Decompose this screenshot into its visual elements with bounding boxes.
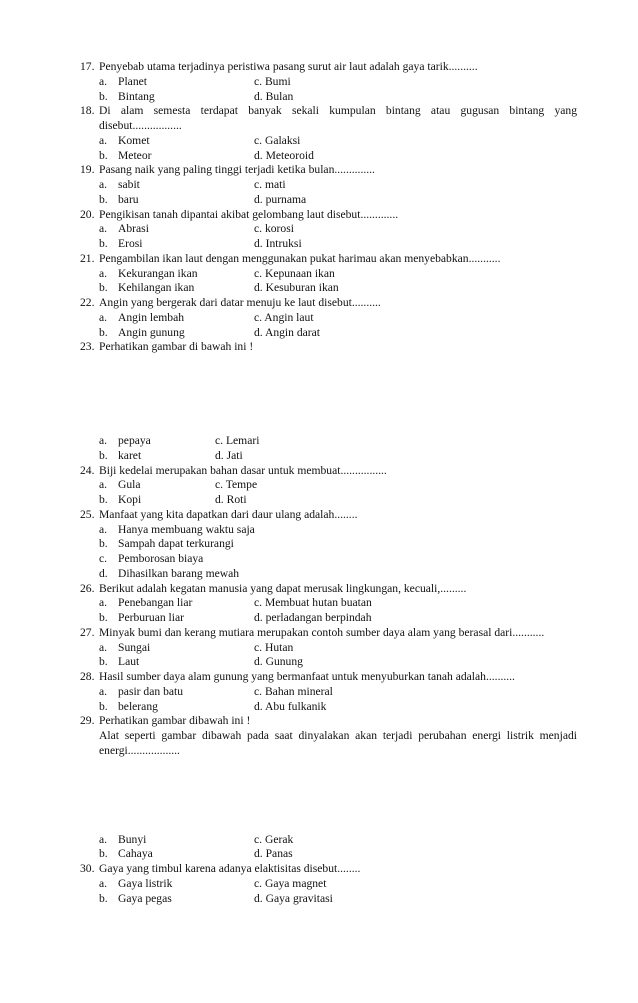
option-a: Hanya membuang waktu saja [118, 522, 255, 536]
option-letter: a. [99, 596, 108, 610]
option-c: c. Angin laut [254, 310, 314, 324]
options [99, 641, 577, 671]
option-a: sabit [118, 178, 140, 191]
question-text: Gaya yang timbul karena adanya elaktisitas disebut........ [99, 862, 361, 875]
question-subtext: Alat seperti gambar dibawah pada saat dinyalakan akan terjadi perubahan energi listrik menjadi energi.................. [99, 729, 577, 757]
option-letter: a. [99, 222, 108, 236]
option-c: c. mati [254, 178, 286, 191]
question-29 [80, 714, 577, 862]
option-letter: a. [99, 684, 108, 698]
option-row [99, 281, 577, 296]
option-row [99, 847, 577, 862]
question-24 [80, 464, 577, 508]
option-letter: a. [99, 434, 108, 447]
option-b: karet [118, 448, 142, 462]
option-row [99, 833, 577, 848]
question-number: 22. [80, 296, 95, 309]
question-21 [80, 252, 577, 296]
question-19 [80, 163, 577, 207]
question-text: Hasil sumber daya alam gunung yang bermanfaat untuk menyuburkan tanah adalah.......... [99, 670, 515, 683]
question-number: 29. [80, 714, 95, 728]
option-row [99, 222, 577, 237]
options [99, 833, 577, 863]
option-letter: a. [99, 640, 108, 654]
option-c: c. Hutan [254, 640, 294, 654]
option-letter: b. [99, 237, 108, 250]
options [99, 75, 577, 105]
option-c: c. Lemari [215, 434, 260, 447]
option-c: c. Bumi [254, 74, 291, 88]
option-row [99, 311, 577, 326]
option-a: Bunyi [118, 832, 147, 846]
option-row [99, 567, 577, 582]
options [99, 267, 577, 297]
question-27 [80, 626, 577, 670]
option-letter: b. [99, 281, 108, 295]
option-row [99, 611, 577, 626]
option-letter: b. [99, 891, 108, 905]
option-row [99, 655, 577, 670]
image-placeholder [99, 759, 577, 833]
question-text: Perhatikan gambar di bawah ini ! [99, 340, 254, 354]
option-c: c. Tempe [215, 478, 258, 492]
question-number: 21. [80, 251, 95, 265]
option-b: Bintang [118, 89, 155, 103]
question-25 [80, 508, 577, 582]
option-d: d. Bulan [254, 89, 294, 103]
option-a: Abrasi [118, 222, 149, 236]
option-row [99, 449, 577, 464]
option-letter: a. [99, 478, 108, 492]
option-letter: b. [99, 493, 108, 506]
question-text: Pengambilan ikan laut dengan menggunakan pukat harimau akan menyebabkan........... [99, 251, 501, 265]
option-a: Angin lembah [118, 310, 185, 324]
option-c: c. Kepunaan ikan [254, 266, 335, 280]
question-number: 25. [80, 507, 95, 521]
option-d: Dihasilkan barang mewah [118, 566, 240, 580]
option-row [99, 537, 577, 552]
options [99, 523, 577, 582]
option-row [99, 434, 577, 449]
option-letter: a. [99, 832, 108, 846]
option-a: Gaya listrik [118, 876, 173, 890]
question-text: Di alam semesta terdapat banyak sekali kumpulan bintang atau gugusan bintang yang disebut................. [99, 104, 577, 132]
question-number: 19. [80, 163, 95, 177]
question-28 [80, 670, 577, 714]
image-placeholder [99, 355, 577, 434]
question-22 [80, 296, 577, 340]
question-number: 23. [80, 340, 95, 354]
question-number: 20. [80, 207, 95, 221]
option-b: Erosi [118, 237, 143, 250]
option-c: c. Bahan mineral [254, 684, 333, 698]
question-text: Perhatikan gambar dibawah ini ! [99, 714, 251, 728]
option-d: d. perladangan berpindah [254, 611, 372, 624]
option-a: Planet [118, 74, 147, 88]
options [99, 877, 577, 907]
option-letter: b. [99, 325, 108, 339]
option-letter: a. [99, 522, 108, 536]
options [99, 178, 577, 208]
option-row [99, 493, 577, 508]
question-number: 18. [80, 104, 95, 118]
options [99, 685, 577, 715]
option-c: c. Gerak [254, 832, 294, 846]
option-letter: c. [99, 552, 108, 565]
option-b: Meteor [118, 148, 152, 162]
question-number: 17. [80, 60, 95, 73]
option-b: Kopi [118, 493, 142, 506]
option-d: d. Kesuburan ikan [254, 281, 339, 295]
option-letter: b. [99, 699, 108, 713]
question-20 [80, 208, 577, 252]
option-letter: b. [99, 655, 108, 669]
question-text: Minyak bumi dan kerang mutiara merupakan contoh sumber daya alam yang berasal dari........... [99, 625, 545, 639]
option-letter: a. [99, 133, 108, 147]
option-row [99, 892, 577, 907]
option-a: pasir dan batu [118, 684, 184, 698]
option-d: d. Jati [215, 448, 243, 462]
option-row [99, 877, 577, 892]
option-letter: b. [99, 89, 108, 103]
option-a: Komet [118, 133, 150, 147]
question-text: Biji kedelai merupakan bahan dasar untuk membuat................ [99, 463, 387, 477]
option-d: d. Angin darat [254, 325, 321, 339]
option-a: Kekurangan ikan [118, 266, 198, 280]
question-text: Angin yang bergerak dari datar menuju ke laut disebut.......... [99, 296, 381, 309]
option-row [99, 237, 577, 252]
option-c: c. Gaya magnet [254, 876, 327, 890]
option-row [99, 478, 577, 493]
option-letter: a. [99, 178, 108, 191]
option-d: d. purnama [254, 192, 307, 206]
option-d: d. Intruksi [254, 237, 302, 250]
option-a: Penebangan liar [118, 596, 193, 610]
options [99, 478, 577, 508]
option-b: Perburuan liar [118, 611, 184, 624]
option-letter: b. [99, 611, 108, 624]
option-b: Laut [118, 655, 140, 669]
question-number: 28. [80, 670, 95, 683]
option-b: Angin gunung [118, 325, 185, 339]
option-letter: b. [99, 847, 108, 861]
option-row [99, 178, 577, 193]
option-b: Kehilangan ikan [118, 281, 195, 295]
question-text: Pengikisan tanah dipantai akibat gelombang laut disebut............. [99, 207, 399, 221]
option-row [99, 700, 577, 715]
question-18 [80, 104, 577, 163]
question-number: 26. [80, 581, 95, 595]
question-number: 30. [80, 862, 95, 875]
question-list [80, 60, 577, 906]
option-letter: b. [99, 537, 108, 551]
option-a: pepaya [118, 434, 151, 447]
option-c: Pemborosan biaya [118, 552, 204, 565]
option-row [99, 193, 577, 208]
option-row [99, 149, 577, 164]
question-23 [80, 340, 577, 463]
option-c: c. korosi [254, 222, 294, 236]
option-row [99, 90, 577, 105]
option-letter: b. [99, 192, 108, 206]
options [99, 434, 577, 464]
option-letter: a. [99, 876, 108, 890]
options [99, 596, 577, 626]
option-b: belerang [118, 699, 158, 713]
option-d: d. Meteoroid [254, 148, 314, 162]
option-letter: a. [99, 266, 108, 280]
question-number: 24. [80, 463, 95, 477]
question-text: Berikut adalah kegatan manusia yang dapat merusak lingkungan, kecuali,......... [99, 581, 467, 595]
option-row [99, 596, 577, 611]
option-letter: a. [99, 310, 108, 324]
option-letter: b. [99, 148, 108, 162]
option-row [99, 267, 577, 282]
question-number: 27. [80, 625, 95, 639]
option-row [99, 523, 577, 538]
option-row [99, 552, 577, 567]
option-d: d. Panas [254, 847, 293, 861]
option-letter: d. [99, 566, 108, 580]
option-b: Sampah dapat terkurangi [118, 537, 234, 551]
option-d: d. Roti [215, 493, 247, 506]
option-letter: b. [99, 448, 108, 462]
options [99, 311, 577, 341]
option-d: d. Abu fulkanik [254, 699, 327, 713]
option-letter: a. [99, 74, 108, 88]
option-row [99, 326, 577, 341]
option-b: baru [118, 192, 139, 206]
question-30 [80, 862, 577, 906]
question-text: Penyebab utama terjadinya peristiwa pasang surut air laut adalah gaya tarik.......... [99, 60, 478, 73]
option-row [99, 134, 577, 149]
option-row [99, 641, 577, 656]
question-text: Manfaat yang kita dapatkan dari daur ulang adalah........ [99, 507, 358, 521]
option-d: d. Gaya gravitasi [254, 891, 333, 905]
question-text: Pasang naik yang paling tinggi terjadi ketika bulan.............. [99, 163, 375, 177]
option-d: d. Gunung [254, 655, 303, 669]
question-17 [80, 60, 577, 104]
option-c: c. Membuat hutan buatan [254, 596, 372, 610]
option-row [99, 685, 577, 700]
option-row [99, 75, 577, 90]
option-a: Sungai [118, 640, 151, 654]
option-a: Gula [118, 478, 141, 492]
option-c: c. Galaksi [254, 133, 301, 147]
question-26 [80, 582, 577, 626]
option-b: Cahaya [118, 847, 153, 861]
options [99, 134, 577, 164]
options [99, 222, 577, 252]
option-b: Gaya pegas [118, 891, 172, 905]
